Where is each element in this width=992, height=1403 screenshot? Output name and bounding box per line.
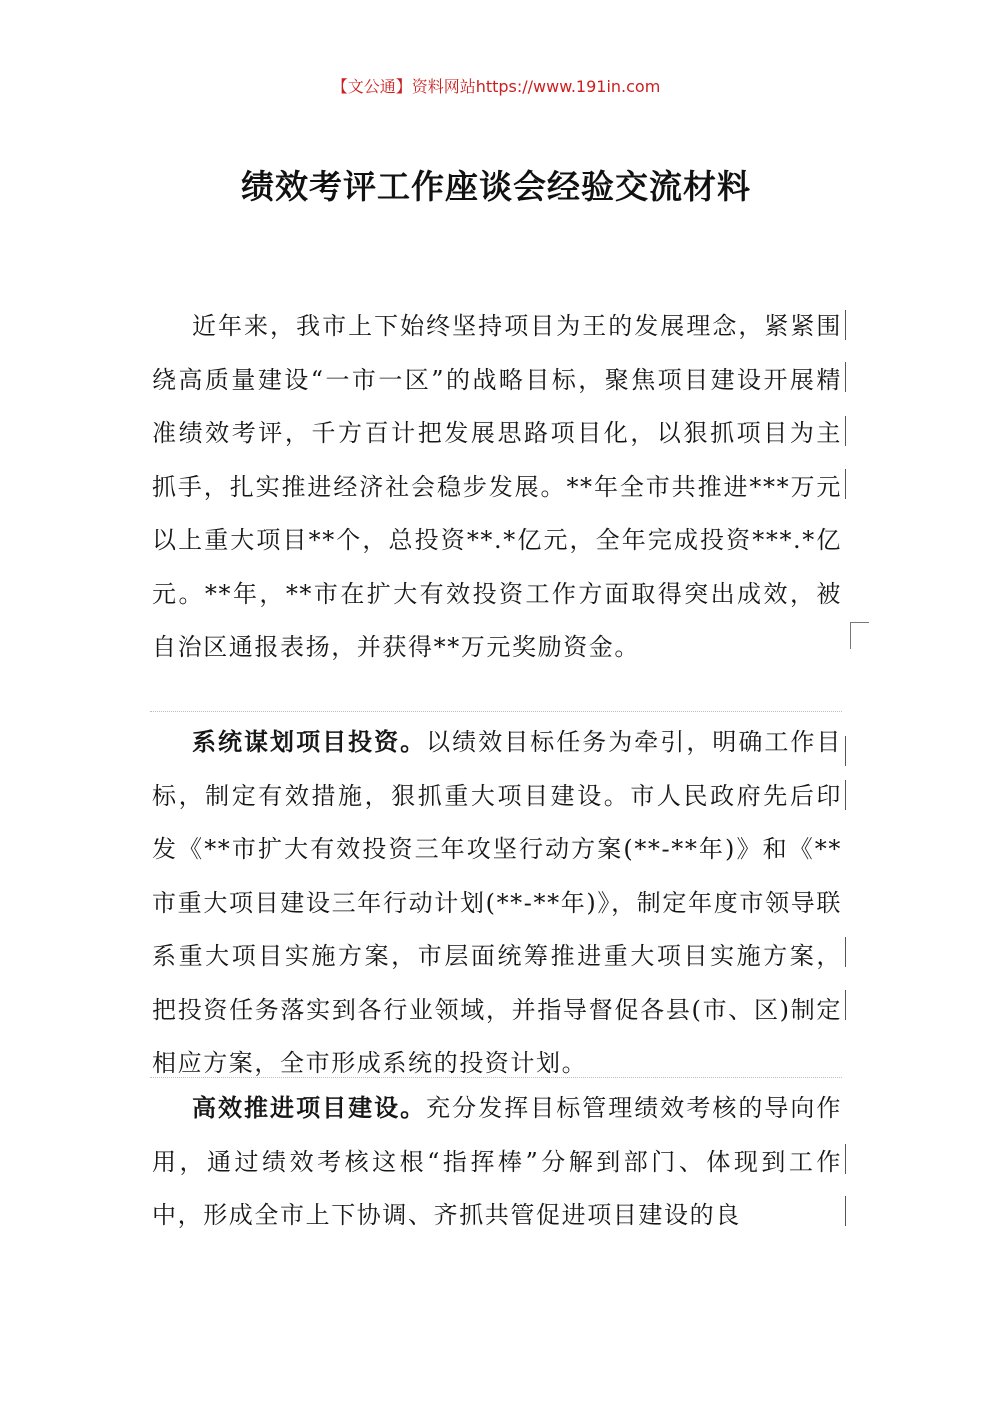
margin-mark [845, 780, 846, 810]
paragraph-lead: 高效推进项目建设。 [192, 1094, 427, 1122]
paragraph-lead: 系统谋划项目投资。 [192, 728, 427, 756]
section-divider [150, 711, 842, 712]
margin-mark [845, 310, 846, 340]
margin-mark [845, 736, 846, 766]
margin-mark [845, 937, 846, 967]
margin-mark [845, 1196, 846, 1226]
paragraph-body: 以绩效目标任务为牵引，明确工作目标，制定有效措施，狠抓重大项目建设。市人民政府先后印发《**市扩大有效投资三年攻坚行动方案(**-**年)》和《**市重大项目建设三年行动计划(**-**年)》，制定年度市领导联系重大项目实施方案，市层面统筹推进重大项目实施方案，把投资任务落实到各行业领域，并指导督促各县(市、区)制定相应方案，全市形成系统的投资计划。 [152, 728, 842, 1077]
paragraph-end-mark [850, 622, 869, 649]
margin-mark [845, 1144, 846, 1174]
document-title: 绩效考评工作座谈会经验交流材料 [241, 167, 751, 206]
margin-mark [845, 362, 846, 392]
paragraph-body: 近年来，我市上下始终坚持项目为王的发展理念，紧紧围绕高质量建设“一市一区”的战略目标，聚焦项目建设开展精准绩效考评，千方百计把发展思路项目化，以狠抓项目为主抓手，扎实推进经济社会稳步发展。**年全市共推进***万元以上重大项目**个，总投资**.*亿元，全年完成投资***.*亿元。**年，**市在扩大有效投资工作方面取得突出成效，被自治区通报表扬，并获得**万元奖励资金。 [152, 312, 842, 661]
site-watermark: 【文公通】资料网站https://www.191in.com [331, 77, 661, 96]
section-divider [150, 1077, 842, 1078]
margin-mark [845, 416, 846, 446]
paragraph-planning [152, 716, 842, 1091]
paragraph-intro [152, 300, 842, 675]
margin-mark [845, 990, 846, 1020]
margin-mark [845, 469, 846, 499]
paragraph-body: 充分发挥目标管理绩效考核的导向作用，通过绩效考核这根“指挥棒”分解到部门、体现到工作中，形成全市上下协调、齐抓共管促进项目建设的良 [152, 1094, 842, 1229]
paragraph-construction [152, 1082, 842, 1243]
